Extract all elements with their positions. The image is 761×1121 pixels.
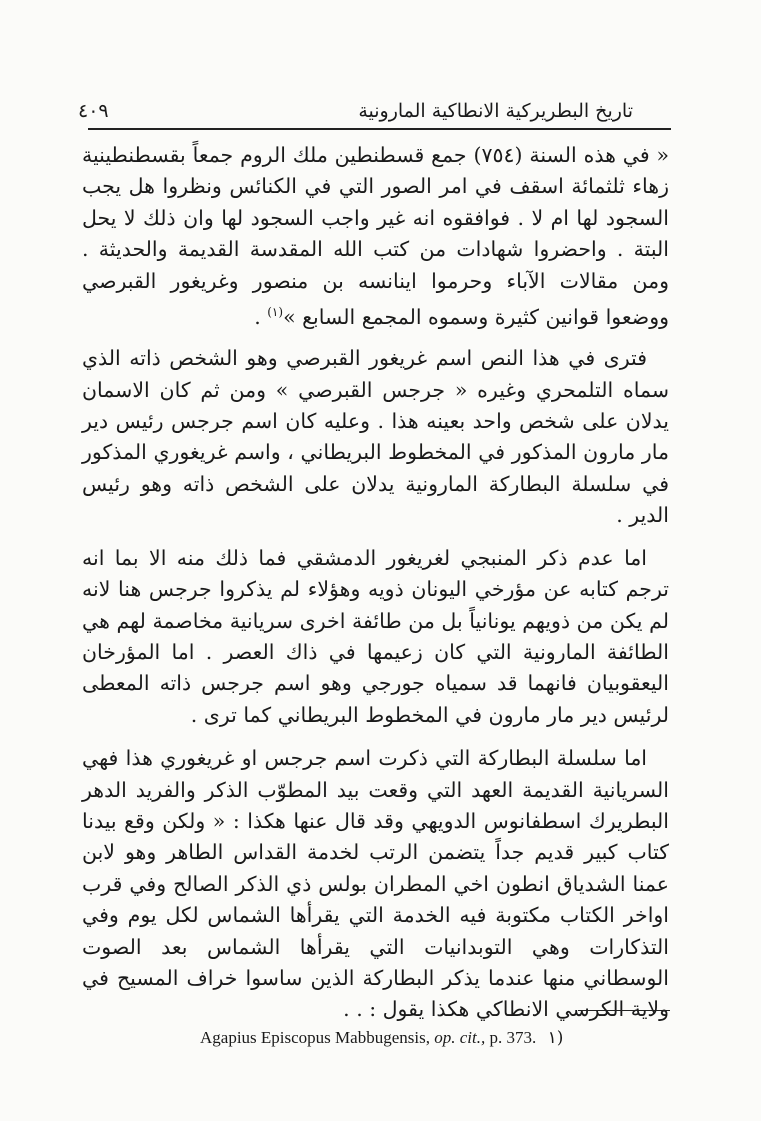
footnote-marker: (١ [547,1028,564,1048]
page-number: ٤٠٩ [78,100,109,122]
paragraph-1: « في هذه السنة (٧٥٤) جمع قسطنطين ملك الروم جمعاً بقسطنطينية زهاء ثلثمائة اسقف في امر الصور التي في الكنائس ونظروا هل يجب السجود لها ام لا . فوافقوه انه غير واجب السجود لها وان ذلك لا يحل البتة . واحضروا شهادات من كتب الله المقدسة القديمة والحديثة . ومن مقالات الآباء وحرموا اينانسه بن منصور وغريغور القبرصي ووضعوا قوانين كثيرة وسموه المجمع السابع »$^{(١)}$ . [82,143,669,329]
paragraph-2: فترى في هذا النص اسم غريغور القبرصي وهو الشخص ذاته الذي سماه التلمحري وغيره « جرجس القبرصي » ومن ثم كان الاسمان يدلان على شخص واحد بعينه هذا . وعليه كان اسم جرجس رئيس دير مار مارون المذكور في المخطوط البريطاني ، واسم غريغوري المذكور في سلسلة البطاركة المارونية يدلان على الشخص ذاته وهو رئيس الدير . [82,346,669,528]
paragraph-1-text: « في هذه السنة (٧٥٤) جمع قسطنطين ملك الروم جمعاً بقسطنطينية زهاء ثلثمائة اسقف في امر الصور التي في الكنائس ونظروا هل يجب السجود لها ام لا . فوافقوه انه غير واجب السجود لها وان ذلك لا يحل البتة . واحضروا شهادات من كتب الله المقدسة القديمة والحديثة . ومن مقالات الآباء وحرموا اينانسه بن منصور وغريغور القبرصي ووضعوا قوانين كثيرة وسموه المجمع السابع » [82,143,669,329]
body-text [82,140,669,1026]
paragraph-4: اما سلسلة البطاركة التي ذكرت اسم جرجس او غريغوري هذا فهي السريانية القديمة العهد التي وقعت بيد المطوّب الذكر والفريد الدهر البطريرك اسطفانوس الدويهي وقد قال عنها هكذا : « ولكن وقع بيدنا كتاب كبير قديم جداً يتضمن الرتب لخدمة القداس الطاهر وهو لابن عمنا الشدياق انطون اخي المطران بولس ذي الذكر الصالح وفي قرب اواخر الكتاب مكتوبة فيه الخدمة التي يقرأها الشماس لكل يوم وفي التذكارات وهي التوبدانيات التي يقرأها الشماس بعد الصوت الوسطاني منها عندما يذكر البطاركة الذين ساسوا خراف المسيح في ولاية الكرسي الانطاكي هكذا يقول : . . [82,746,669,1022]
footnote-page: p. 373. [489,1028,537,1047]
footnote-rule [578,1010,670,1011]
paragraph-3: اما عدم ذكر المنبجي لغريغور الدمشقي فما ذلك منه الا بما انه ترجم كتابه عن مؤرخي اليونان ذويه وهؤلاء لم يذكروا جرجس هنا لانه لم يكن من ذويهم يونانياً بل من طائفة اخرى سريانية مخاصمة لهم هي الطائفة المارونية التي كان زعيمها في ذاك العصر . اما المؤرخان اليعقوبيان فانهما قد سمياه جورجي وهو اسم جرجس ذاته المعطى لرئيس دير مار مارون في المخطوط البريطاني كما ترى . [82,545,669,727]
footnote-author: Agapius Episcopus Mabbugensis, [200,1028,430,1047]
header-rule [88,128,671,130]
footnote-citation [200,1028,536,1047]
footnote-reference: (١) [267,305,284,320]
running-title: تاريخ البطريركية الانطاكية المارونية [358,100,633,122]
footnote [200,1028,675,1048]
footnote-op-cit: op. cit., [434,1028,486,1047]
page-header [78,96,673,130]
